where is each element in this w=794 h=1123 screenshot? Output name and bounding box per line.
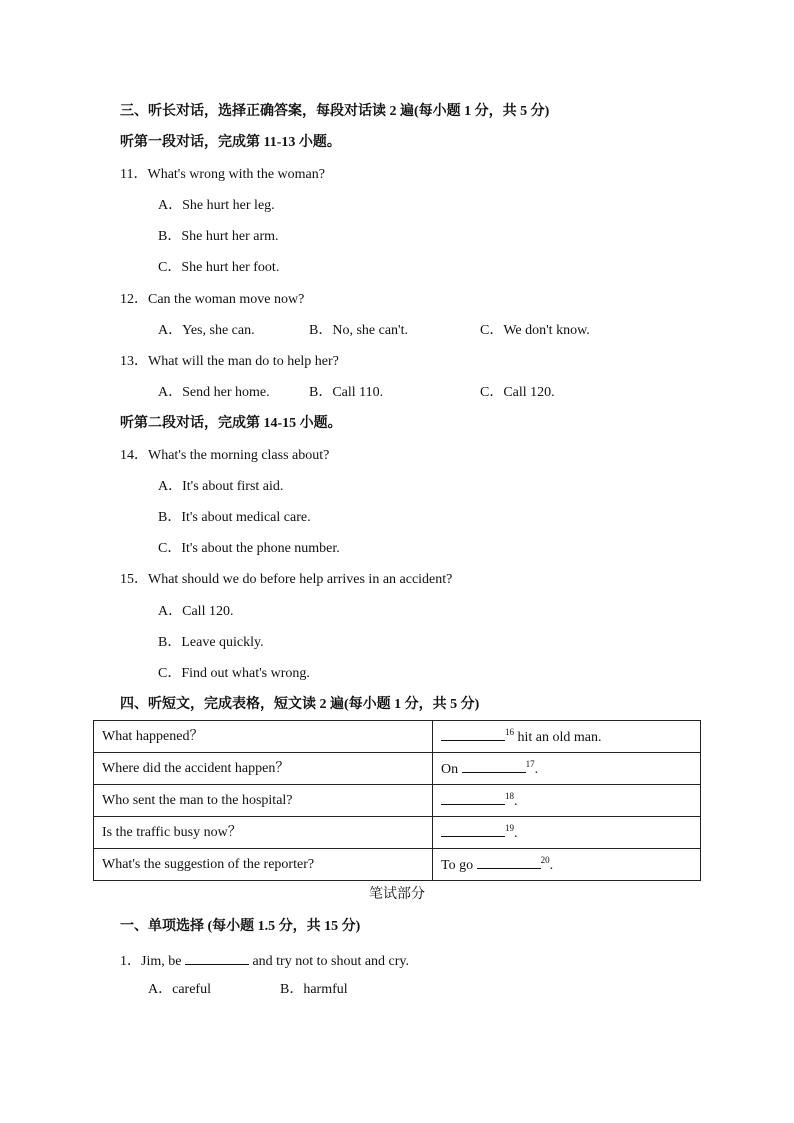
- section4-heading: 四、听短文，完成表格，短文读 2 遍(每小题 1 分，共 5 分): [120, 697, 480, 712]
- option-12a: A．Yes, she can.: [158, 323, 255, 338]
- question-14: [120, 447, 329, 465]
- blank-number: 16: [505, 727, 514, 737]
- question-15: [120, 571, 452, 589]
- written-option-1b: B．harmful: [280, 982, 348, 997]
- question-11: [120, 166, 325, 184]
- table-row: [94, 721, 701, 753]
- option-13b: B．Call 110.: [309, 385, 384, 400]
- question-number: 1．: [120, 954, 141, 969]
- question-number: 15．: [120, 572, 148, 587]
- written-question-1: 1．Jim, be and try not to shout and cry.: [120, 950, 409, 971]
- table-question: Is the traffic busy now？: [94, 817, 433, 849]
- option-14b: B．It's about medical care.: [158, 510, 311, 525]
- question-number: 11．: [120, 167, 148, 182]
- question-number: 14．: [120, 448, 148, 463]
- option-13c: C．Call 120.: [480, 385, 555, 400]
- table-answer: $^{16}$ hit an old man.: [433, 721, 701, 753]
- question-13: [120, 353, 339, 371]
- written-part-title: 笔试部分: [369, 887, 425, 902]
- question-12: [120, 291, 304, 309]
- written-section1-heading: 一、单项选择 (每小题 1.5 分，共 15 分): [120, 919, 361, 934]
- table-row: [94, 817, 701, 849]
- table-answer: On $^{17}$.: [433, 753, 701, 785]
- option-11c: C．She hurt her foot.: [158, 260, 280, 275]
- option-14a: A．It's about first aid.: [158, 479, 284, 494]
- question-text: What's the morning class about?: [148, 448, 330, 463]
- option-15a: A．Call 120.: [158, 604, 234, 619]
- answer-blank[interactable]: [185, 950, 249, 965]
- answer-blank[interactable]: [441, 790, 505, 805]
- option-15c: C．Find out what's wrong.: [158, 666, 310, 681]
- option-14c: C．It's about the phone number.: [158, 541, 340, 556]
- table-answer: $^{19}$.: [433, 817, 701, 849]
- question-text: Can the woman move now?: [148, 292, 305, 307]
- listening-table: [93, 720, 701, 881]
- table-row: [94, 849, 701, 881]
- question-text: What should we do before help arrives in an accident?: [148, 572, 453, 587]
- table-question: What happened？: [94, 721, 433, 753]
- answer-blank[interactable]: [477, 854, 541, 869]
- answer-blank[interactable]: [441, 726, 505, 741]
- question-number: 13．: [120, 354, 148, 369]
- written-option-1a: A．careful: [148, 982, 211, 997]
- option-11b: B．She hurt her arm.: [158, 229, 279, 244]
- option-12c: C．We don't know.: [480, 323, 590, 338]
- answer-blank[interactable]: [462, 758, 526, 773]
- blank-number: 18: [505, 791, 514, 801]
- table-row: [94, 753, 701, 785]
- dialog1-title: 听第一段对话，完成第 11-13 小题。: [120, 135, 341, 150]
- table-question: What's the suggestion of the reporter?: [94, 849, 433, 881]
- table-answer: $^{18}$.: [433, 785, 701, 817]
- blank-number: 17: [525, 759, 535, 769]
- blank-number: 20: [540, 855, 550, 865]
- question-number: 12．: [120, 292, 148, 307]
- answer-blank[interactable]: [441, 822, 505, 837]
- dialog2-title: 听第二段对话，完成第 14-15 小题。: [120, 416, 342, 431]
- table-answer: To go $^{20}$.: [433, 849, 701, 881]
- option-11a: A．She hurt her leg.: [158, 198, 275, 213]
- table-row: [94, 785, 701, 817]
- question-text: What's wrong with the woman?: [147, 167, 325, 182]
- option-12b: B．No, she can't.: [309, 323, 408, 338]
- option-13a: A．Send her home.: [158, 385, 270, 400]
- section3-heading: 三、听长对话，选择正确答案，每段对话读 2 遍(每小题 1 分，共 5 分): [120, 104, 550, 119]
- table-question: Where did the accident happen？: [94, 753, 433, 785]
- table-question: Who sent the man to the hospital?: [94, 785, 433, 817]
- question-text: What will the man do to help her?: [148, 354, 339, 369]
- blank-number: 19: [505, 823, 514, 833]
- option-15b: B．Leave quickly.: [158, 635, 264, 650]
